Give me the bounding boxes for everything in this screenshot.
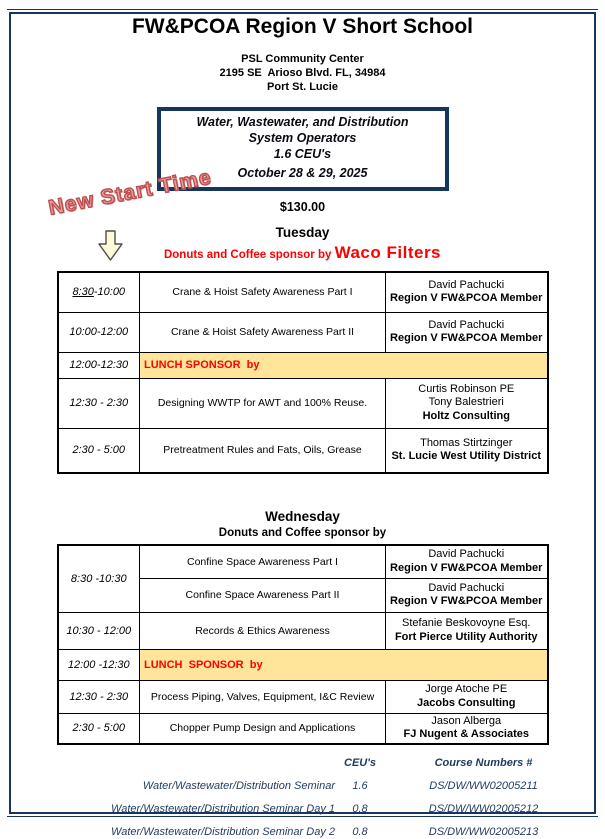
session-speaker	[386, 428, 548, 473]
session-time: 8:30 -10:30	[58, 545, 140, 612]
tuesday-heading: Tuesday	[275, 225, 330, 240]
session-time: 2:30 - 5:00	[58, 428, 140, 473]
new-start-time-wordart: New Start Time	[46, 165, 214, 220]
session-speaker	[386, 312, 548, 352]
speaker-name: Curtis Robinson PE	[418, 382, 515, 395]
ceu-column-header: CEU's	[344, 757, 376, 769]
session-title: Pretreatment Rules and Fats, Oils, Grease	[140, 428, 386, 473]
session-speaker	[386, 578, 548, 612]
session-title: Process Piping, Valves, Equipment, I&C Review	[140, 680, 386, 713]
speaker-name: David Pachucki	[428, 581, 505, 594]
summary-ceu: 0.8	[352, 826, 368, 838]
session-time: 12:00 -12:30	[58, 649, 140, 680]
speaker-name2: Tony Balestrieri	[428, 396, 504, 409]
session-title: Designing WWTP for AWT and 100% Reuse.	[140, 378, 386, 428]
speaker-name: David Pachucki	[428, 318, 505, 331]
speaker-name: Jorge Atoche PE	[425, 683, 508, 695]
seminar-date: October 28 & 29, 2025	[237, 166, 368, 180]
session-title: Chopper Pump Design and Applications	[140, 713, 386, 744]
page-content	[11, 14, 594, 838]
venue-block	[11, 52, 594, 94]
tuesday-sponsor-name: Waco Filters	[334, 243, 442, 262]
session-speaker	[386, 378, 548, 428]
speaker-name: Thomas Stirtzinger	[420, 436, 513, 449]
session-time-underlined: 8:30	[72, 286, 94, 299]
seminar-ceu: 1.6 CEU's	[273, 147, 332, 161]
summary-label: Water/Wastewater/Distribution Seminar Day 2	[111, 826, 335, 838]
session-speaker	[386, 612, 548, 649]
ceu-course-summary	[15, 757, 590, 839]
table-row	[58, 612, 548, 649]
page-title: FW&PCOA Region V Short School	[131, 15, 474, 38]
wednesday-heading: Wednesday	[265, 509, 340, 524]
table-row	[58, 428, 548, 473]
table-row	[58, 680, 548, 713]
session-time-rest: -10:00	[93, 286, 126, 299]
speaker-org: Region V FW&PCOA Member	[390, 595, 543, 607]
session-speaker	[386, 713, 548, 744]
venue-city: Port St. Lucie	[267, 81, 338, 93]
tuesday-sponsor-prefix: Donuts and Coffee sponsor by	[163, 249, 335, 261]
wednesday-sponsor-line: Donuts and Coffee sponsor by	[218, 527, 387, 539]
table-row	[58, 378, 548, 428]
summary-course-number: DS/DW/WW02005213	[428, 826, 539, 838]
speaker-name: David Pachucki	[428, 548, 505, 561]
lunch-row	[58, 352, 548, 378]
speaker-org: Fort Pierce Utility Authority	[394, 630, 538, 643]
speaker-org: Jacobs Consulting	[417, 696, 516, 709]
session-title: Crane & Hoist Safety Awareness Part II	[140, 312, 386, 352]
speaker-name: Stefanie Beskovoyne Esq.	[402, 617, 531, 629]
table-row	[58, 545, 548, 578]
wednesday-schedule-table	[57, 544, 549, 745]
session-time: 12:30 - 2:30	[58, 378, 140, 428]
speaker-org: Holtz Consulting	[422, 409, 510, 422]
session-speaker	[386, 272, 548, 312]
summary-course-number: DS/DW/WW02005212	[428, 803, 539, 815]
down-arrow-icon	[97, 230, 124, 267]
summary-row	[15, 826, 590, 839]
price-label: $130.00	[279, 200, 326, 214]
lunch-sponsor-cell: LUNCH SPONSOR by	[140, 649, 548, 680]
summary-label: Water/Wastewater/Distribution Seminar	[142, 780, 335, 792]
venue-name: PSL Community Center	[241, 53, 364, 65]
venue-address: 2195 SE Arioso Blvd. FL, 34984	[219, 67, 386, 79]
session-time: 10:00-12:00	[58, 312, 140, 352]
summary-ceu: 0.8	[352, 803, 368, 815]
summary-row	[15, 803, 590, 816]
summary-label: Water/Wastewater/Distribution Seminar Day 1	[111, 803, 335, 815]
session-title: Crane & Hoist Safety Awareness Part I	[140, 272, 386, 312]
session-time: 2:30 - 5:00	[58, 713, 140, 744]
table-row	[58, 713, 548, 744]
speaker-org: Region V FW&PCOA Member	[390, 292, 543, 305]
speaker-org: Region V FW&PCOA Member	[390, 561, 543, 574]
summary-header-row	[15, 757, 590, 770]
session-speaker	[386, 680, 548, 713]
seminar-topic-line2: System Operators	[248, 131, 357, 145]
speaker-org: FJ Nugent & Associates	[403, 728, 529, 741]
summary-ceu: 1.6	[352, 780, 368, 792]
summary-course-number: DS/DW/WW02005211	[429, 780, 538, 792]
session-time: 10:30 - 12:00	[58, 612, 140, 649]
seminar-topic-line1: Water, Wastewater, and Distribution	[196, 115, 409, 129]
tuesday-schedule-table	[57, 271, 549, 474]
speaker-org: Region V FW&PCOA Member	[390, 332, 543, 344]
session-time	[58, 272, 140, 312]
session-time: 12:00-12:30	[58, 352, 140, 378]
summary-row	[15, 780, 590, 793]
session-title: Confine Space Awareness Part I	[140, 545, 386, 578]
speaker-org: St. Lucie West Utility District	[391, 450, 542, 463]
speaker-name: Jason Alberga	[431, 714, 502, 727]
course-column-header: Course Numbers #	[434, 757, 533, 769]
table-row	[58, 312, 548, 352]
session-time: 12:30 - 2:30	[58, 680, 140, 713]
lunch-row	[58, 649, 548, 680]
table-row	[58, 272, 548, 312]
speaker-name: David Pachucki	[428, 278, 505, 291]
session-title: Confine Space Awareness Part II	[140, 578, 386, 612]
lunch-sponsor-cell: LUNCH SPONSOR by	[140, 352, 548, 378]
session-title: Records & Ethics Awareness	[140, 612, 386, 649]
session-speaker	[386, 545, 548, 578]
